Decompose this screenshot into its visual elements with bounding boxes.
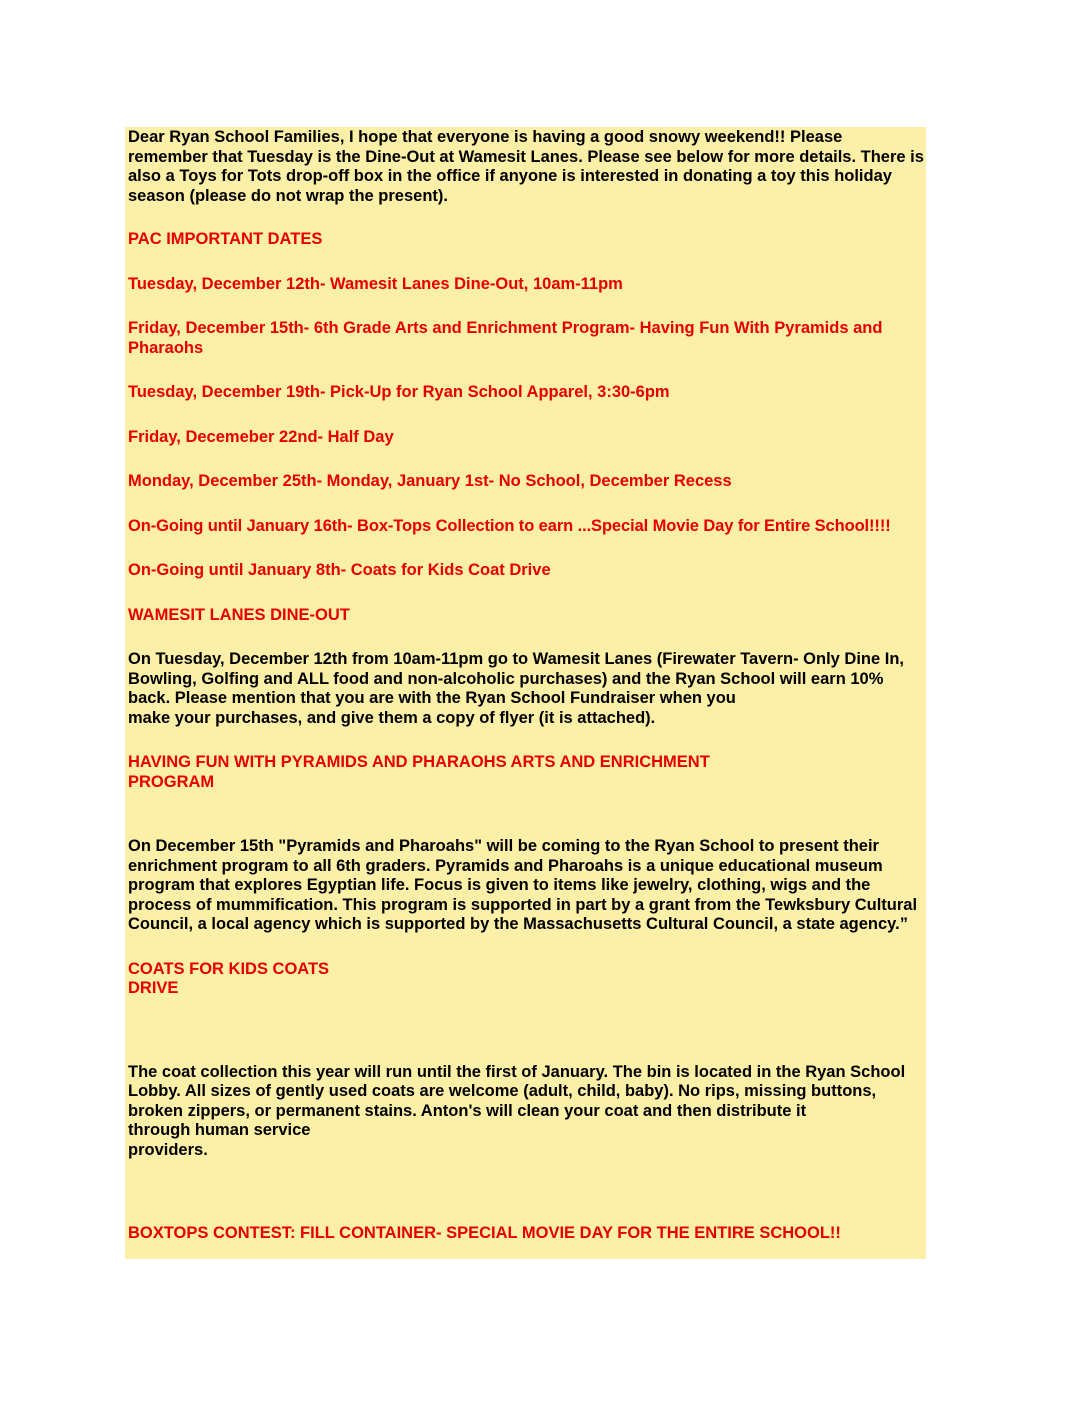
date-item-pyramids: Friday, December 15th- 6th Grade Arts and Enrichment Program- Having Fun With Pyramids and Pharaohs: [128, 319, 883, 357]
date-item-apparel: Tuesday, December 19th- Pick-Up for Ryan School Apparel, 3:30-6pm: [128, 383, 670, 401]
pyramids-heading: HAVING FUN WITH PYRAMIDS AND PHARAOHS ARTS AND ENRICHMENT PROGRAM: [128, 753, 710, 791]
wamesit-body: On Tuesday, December 12th from 10am-11pm go to Wamesit Lanes (Firewater Tavern- Only Dine In, Bowling, Golfing and ALL food and non-alcoholic purchases) and the Ryan School will earn 10% back. Please mention that you are with the Ryan School Fundraiser when you make your purchases, and give them a copy of flyer (it is attached).: [128, 650, 905, 727]
date-item-box-tops: On-Going until January 16th- Box-Tops Collection to earn ...Special Movie Day for Entire School!!!!: [128, 516, 891, 535]
date-item-dine-out: Tuesday, December 12th- Wamesit Lanes Dine-Out, 10am-11pm: [128, 274, 623, 293]
newsletter-content: [128, 128, 928, 1244]
wamesit-heading: WAMESIT LANES DINE-OUT: [128, 605, 350, 624]
date-item-coat-drive: On-Going until January 8th- Coats for Kids Coat Drive: [128, 561, 551, 579]
boxtops-heading: BOXTOPS CONTEST: FILL CONTAINER- SPECIAL MOVIE DAY FOR THE ENTIRE SCHOOL!!: [128, 1224, 841, 1242]
pyramids-body: On December 15th "Pyramids and Pharoahs" will be coming to the Ryan School to present their enrichment program to all 6th graders. Pyramids and Pharoahs is a unique educational museum program that explores Egyptian life. Focus is given to items like jewelry, clothing, wigs and the process of mummification. This program is supported in part by a grant from the Tewksbury Cultural Council, a local agency which is supported by the Massachusetts Cultural Council, a state agency.”: [128, 837, 918, 933]
date-item-half-day: Friday, Decemeber 22nd- Half Day: [128, 427, 394, 446]
pac-dates-heading: PAC IMPORTANT DATES: [128, 230, 323, 248]
date-item-recess: Monday, December 25th- Monday, January 1st- No School, December Recess: [128, 472, 732, 490]
coats-heading: COATS FOR KIDS COATS DRIVE: [128, 959, 330, 997]
coats-body: The coat collection this year will run until the first of January. The bin is located in the Ryan School Lobby. All sizes of gently used coats are welcome (adult, child, baby). No rips, missing buttons, broken zippers, or permanent stains. Anton's will clean your coat and then distribute it through human service providers.: [128, 1062, 906, 1159]
intro-paragraph: Dear Ryan School Families, I hope that everyone is having a good snowy weekend!! Please remember that Tuesday is the Dine-Out at Wamesit Lanes. Please see below for more details. There is also a Toys for Tots drop-off box in the office if anyone is interested in donating a toy this holiday season (please do not wrap the present).: [128, 128, 924, 205]
